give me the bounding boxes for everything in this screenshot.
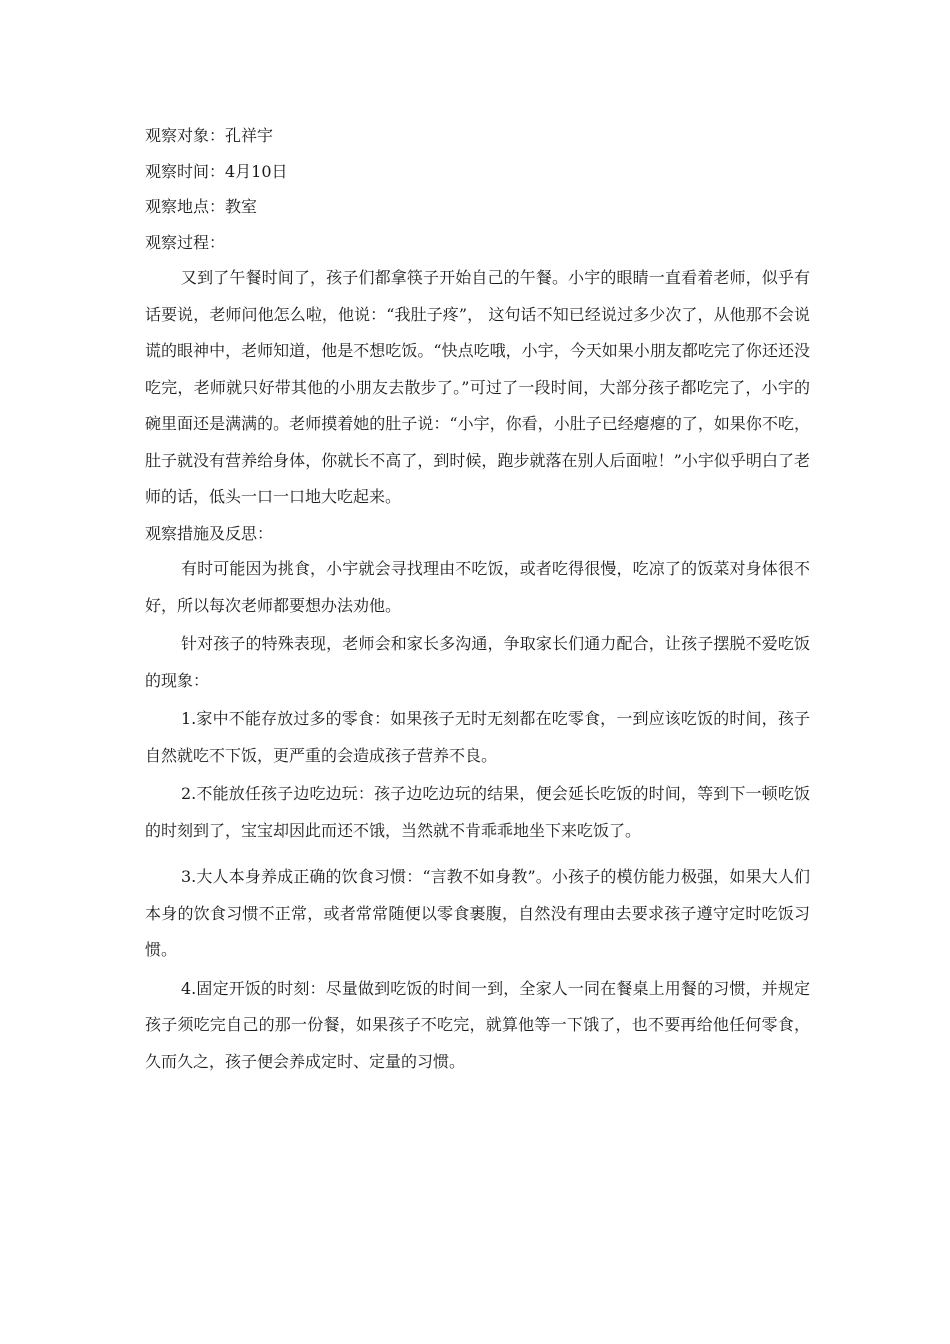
reflection-heading: 观察措施及反思： — [145, 523, 274, 543]
observation-time: 观察时间：4月10日 — [145, 161, 288, 181]
observation-record — [145, 118, 810, 1080]
paragraph-gap — [145, 849, 810, 859]
reflection-paragraph: 针对孩子的特殊表现，老师会和家长多沟通，争取家长们通力配合，让孩子摆脱不爱吃饭的现象： — [145, 634, 810, 690]
measure-item: 3.大人本身养成正确的饮食习惯：“言教不如身教”。小孩子的模仿能力极强，如果大人们本身的饮食习惯不正常，或者常常随便以零食裹腹，自然没有理由去要求孩子遵守定时吃饭习惯。 — [145, 867, 810, 959]
observation-place: 观察地点：教室 — [145, 197, 258, 216]
measure-item: 4.固定开饭的时刻：尽量做到吃饭的时间一到，全家人一同在餐桌上用餐的习惯，并规定孩子须吃完自己的那一份餐，如果孩子不吃完，就算他等一下饿了，也不要再给他任何零食，久而久之，孩子便会养成定时、定量的习惯。 — [145, 978, 810, 1071]
observation-process-heading: 观察过程： — [145, 232, 226, 252]
measure-item: 1.家中不能存放过多的零食：如果孩子无时无刻都在吃零食，一到应该吃饭的时间，孩子自然就吃不下饭，更严重的会造成孩子营养不良。 — [145, 709, 810, 765]
observation-subject: 观察对象：孔祥宇 — [145, 126, 274, 145]
measure-item: 2.不能放任孩子边吃边玩：孩子边吃边玩的结果，便会延长吃饭的时间，等到下一顿吃饭的时刻到了，宝宝却因此而还不饿，当然就不肯乖乖地坐下来吃饭了。 — [145, 784, 810, 840]
observation-process-paragraph: 又到了午餐时间了，孩子们都拿筷子开始自己的午餐。小宇的眼睛一直看着老师，似乎有话要说，老师问他怎么啦，他说：“我肚子疼”， 这句话不知已经说过多少次了，从他那不会说谎的眼神中，老师知道，他是不想吃饭。“快点吃哦，小宇，今天如果小朋友都吃完了你还还没吃完，老师就只好带其他的小朋友去散步了。”可过了一段时间，大部分孩子都吃完了，小宇的碗里面还是满满的。老师摸着她的肚子说：“小宇，你看，小肚子已经瘪瘪的了，如果你不吃，肚子就没有营养给身体，你就长不高了，到时候，跑步就落在别人后面啦！”小宇似乎明白了老师的话，低头一口一口地大吃起来。 — [145, 268, 810, 506]
reflection-paragraph: 有时可能因为挑食，小宇就会寻找理由不吃饭，或者吃得很慢，吃凉了的饭菜对身体很不好，所以每次老师都要想办法劝他。 — [145, 559, 810, 615]
